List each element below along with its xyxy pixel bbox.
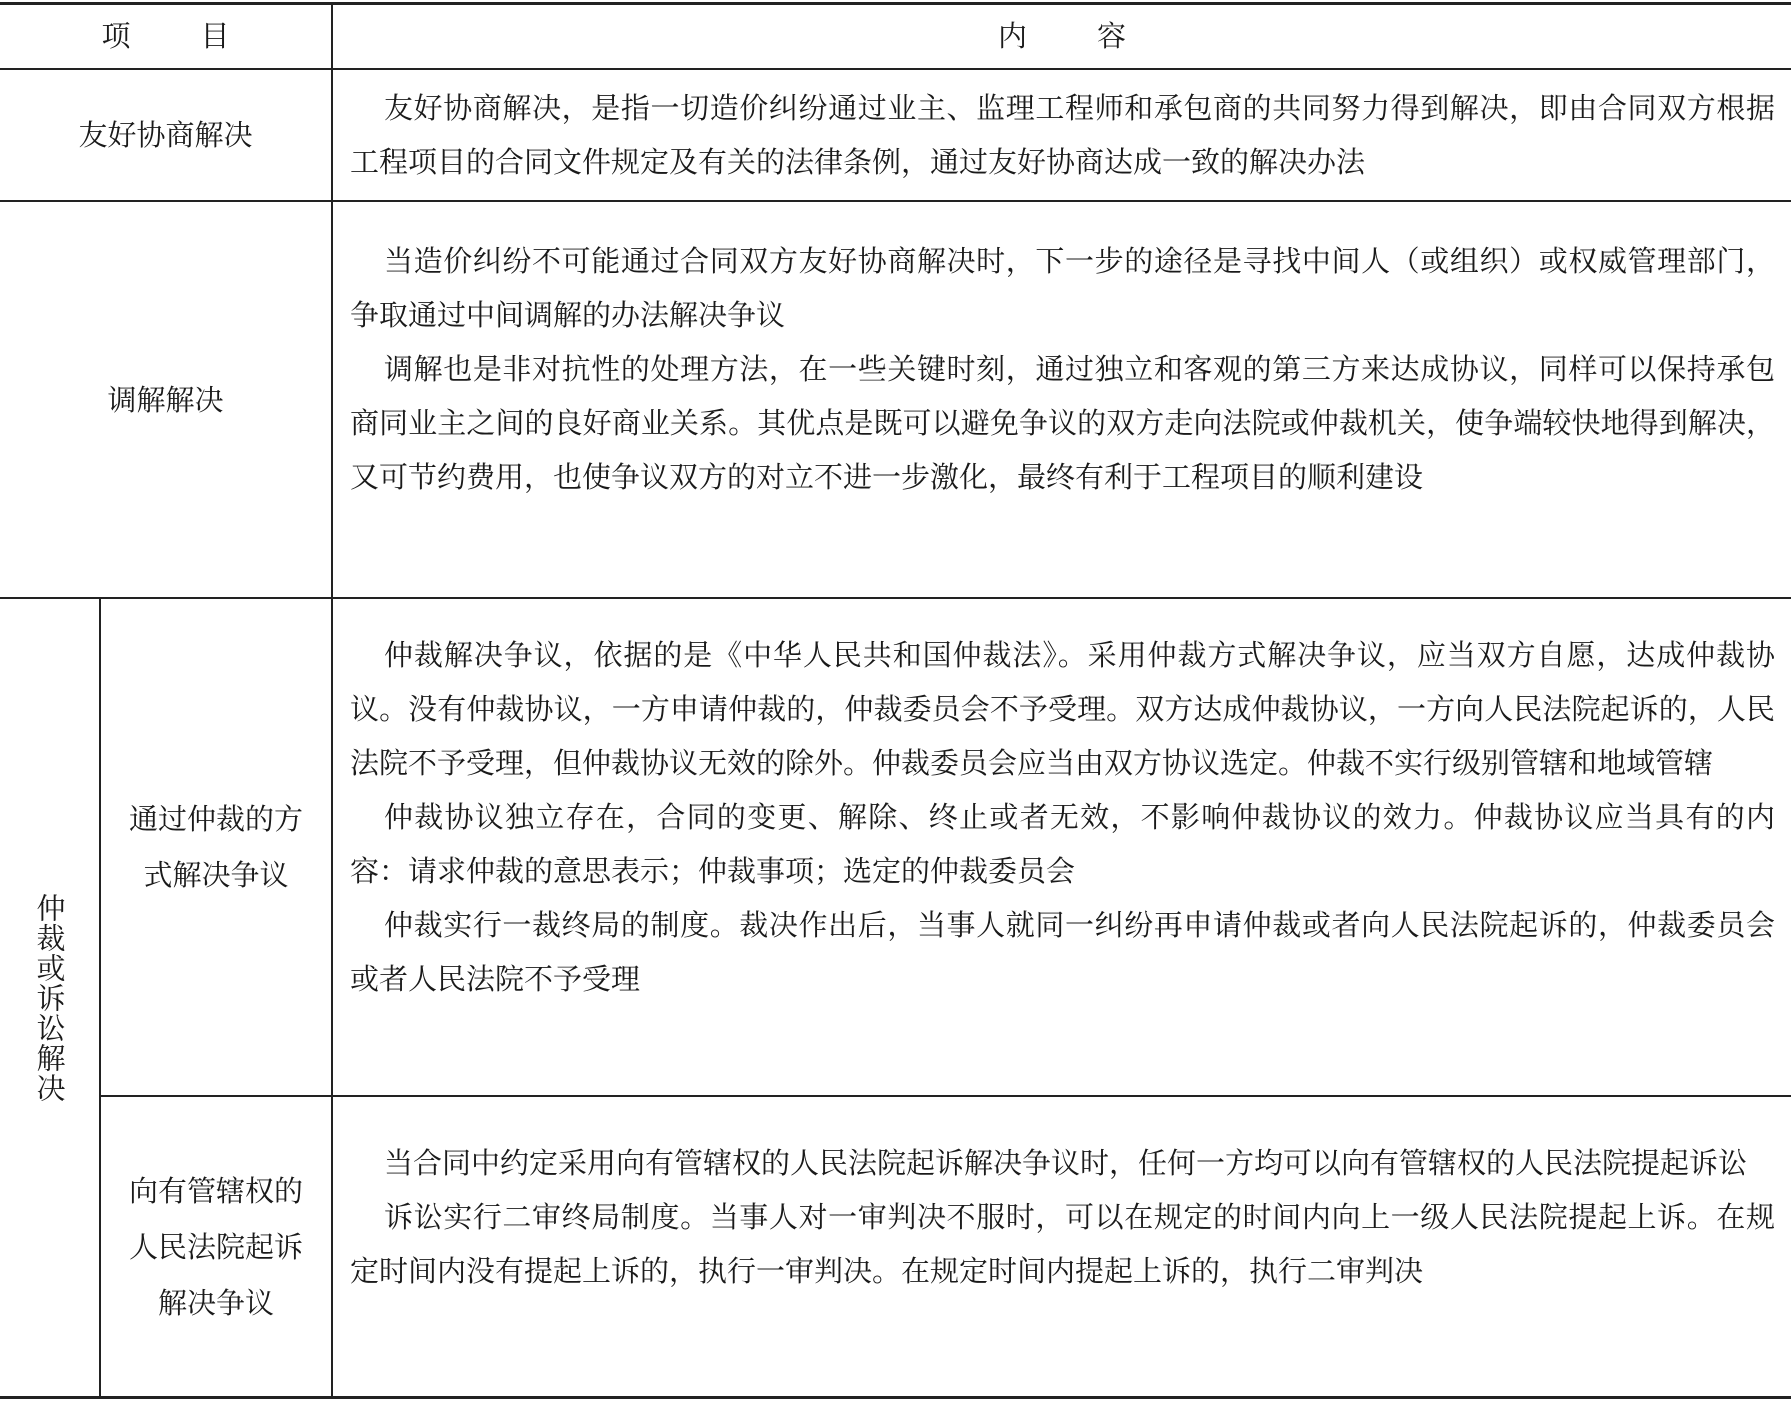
paragraph: 友好协商解决，是指一切造价纠纷通过业主、监理工程师和承包商的共同努力得到解决，即由合同双方根据工程项目的合同文件规定及有关的法律条例，通过友好协商达成一致的解决办法 <box>350 91 1775 179</box>
column-divider <box>331 2 333 1398</box>
row-label-mediation: 调解解决 <box>107 382 224 417</box>
header-col-content-a: 内 <box>997 19 1027 53</box>
row-label-negotiation: 友好协商解决 <box>78 118 253 152</box>
paragraph: 诉讼实行二审终局制度。当事人对一审判决不服时，可以在规定的时间内向上一级人民法院提起上诉。在规定时间内没有提起上诉的，执行一审判决。在规定时间内提起上诉的，执行二审判决 <box>350 1200 1775 1288</box>
header-col-item <box>0 4 331 68</box>
subrow-label-arbitration <box>101 599 331 1095</box>
header-col-item-b: 目 <box>200 19 230 53</box>
paragraph: 仲裁协议独立存在，合同的变更、解除、终止或者无效，不影响仲裁协议的效力。仲裁协议应当具有的内容：请求仲裁的意思表示；仲裁事项；选定的仲裁委员会 <box>350 800 1775 888</box>
subrow-content-arbitration <box>350 628 1775 1006</box>
subrow-label-litigation <box>101 1097 331 1396</box>
row-content-negotiation <box>350 81 1775 189</box>
group-label-arbitration-litigation <box>0 599 99 1396</box>
paragraph: 仲裁解决争议，依据的是《中华人民共和国仲裁法》。采用仲裁方式解决争议，应当双方自愿，达成仲裁协议。没有仲裁协议，一方申请仲裁的，仲裁委员会不予受理。双方达成仲裁协议，一方向人民法院起诉的，人民法院不予受理，但仲裁协议无效的除外。仲裁委员会应当由双方协议选定。仲裁不实行级别管辖和地域管辖 <box>350 638 1775 780</box>
subrow-content-litigation <box>350 1136 1775 1298</box>
header-col-content-b: 容 <box>1097 19 1127 53</box>
subrow-divider <box>100 1095 1791 1097</box>
paragraph: 当合同中约定采用向有管辖权的人民法院起诉解决争议时，任何一方均可以向有管辖权的人民法院提起诉讼 <box>384 1146 1748 1180</box>
paragraph: 仲裁实行一裁终局的制度。裁决作出后，当事人就同一纠纷再申请仲裁或者向人民法院起诉的，仲裁委员会或者人民法院不予受理 <box>350 908 1775 996</box>
paragraph: 当造价纠纷不可能通过合同双方友好协商解决时，下一步的途径是寻找中间人（或组织）或权威管理部门，争取通过中间调解的办法解决争议 <box>350 244 1775 332</box>
paragraph: 调解也是非对抗性的处理方法，在一些关键时刻，通过独立和客观的第三方来达成协议，同样可以保持承包商同业主之间的良好商业关系。其优点是既可以避免争议的双方走向法院或仲裁机关，使争端较快地得到解决，又可节约费用，也使争议双方的对立不进一步激化，最终有利于工程项目的顺利建设 <box>350 352 1775 494</box>
subrow-label-litigation-text: 向有管辖权的人民法院起诉解决争议 <box>128 1173 303 1320</box>
subrow-label-arbitration-text: 通过仲裁的方式解决争议 <box>128 802 303 892</box>
table-bottom-border <box>0 1396 1791 1399</box>
header-col-item-a: 项 <box>101 19 131 53</box>
header-col-content <box>333 4 1791 68</box>
group-label-text: 仲裁或诉讼解决 <box>32 892 67 1103</box>
row-content-mediation <box>350 234 1775 504</box>
